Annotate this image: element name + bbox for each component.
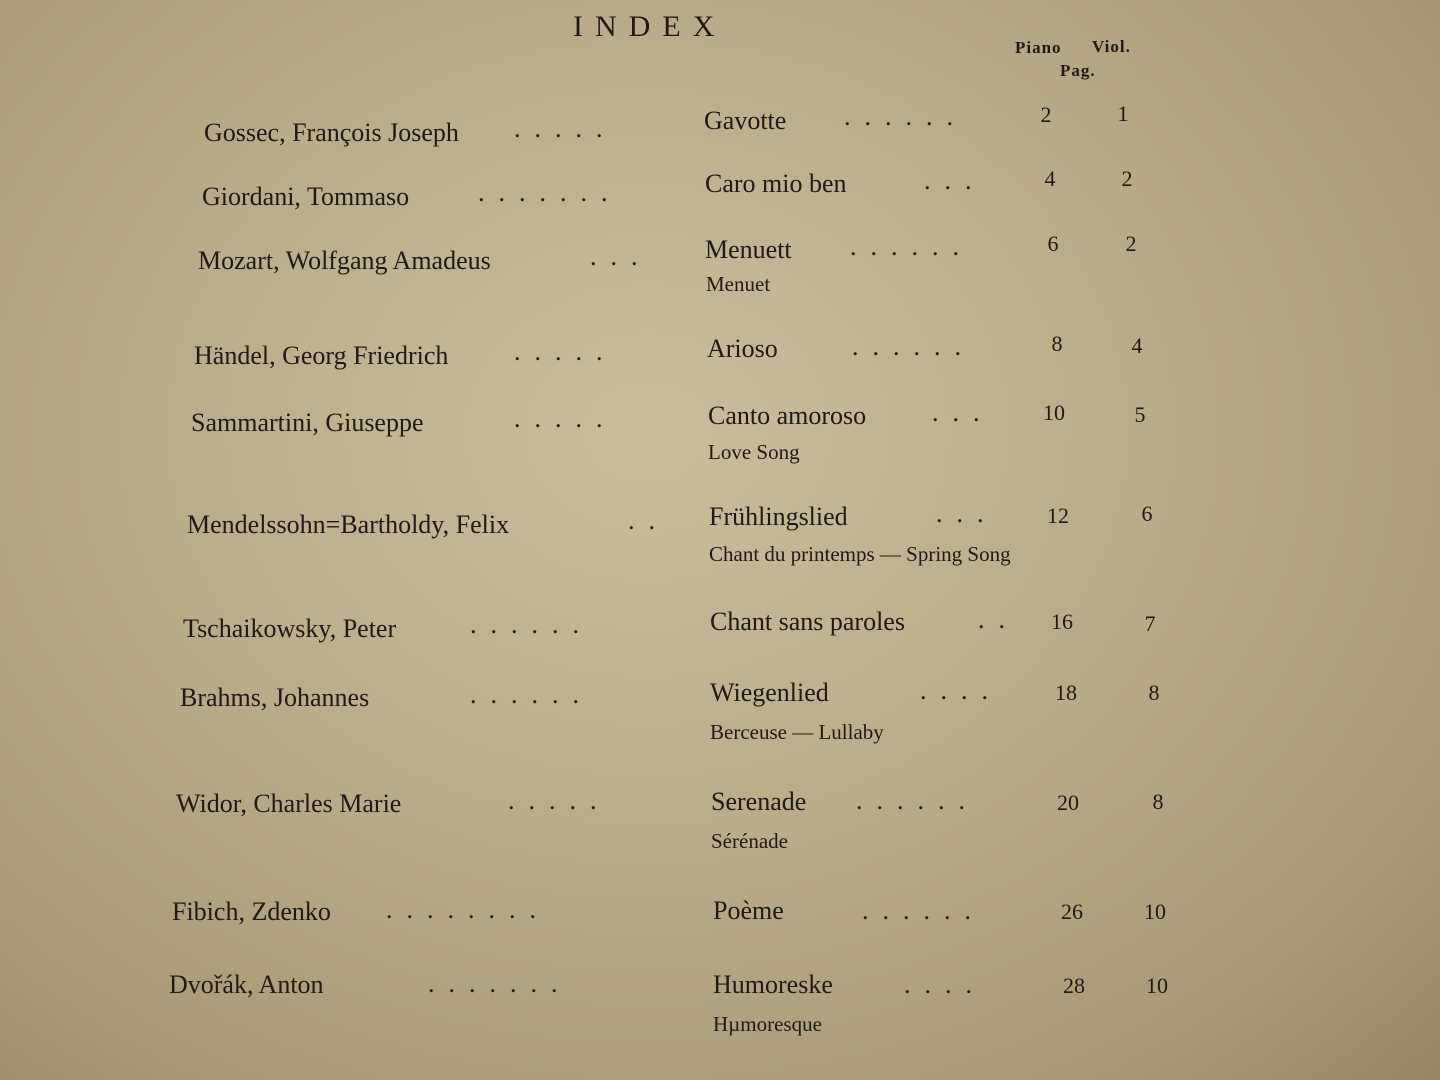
viol-page: 2: [1125, 231, 1137, 256]
leader-dots: ..: [978, 605, 1019, 634]
composer-name: Händel, Georg Friedrich: [194, 341, 449, 370]
leader-dots: .....: [514, 404, 617, 433]
work-subtitle: Love Song: [708, 440, 800, 464]
work-title: Caro mio ben: [705, 169, 847, 198]
leader-dots: ......: [470, 610, 593, 639]
work-title: Chant sans paroles: [710, 607, 905, 636]
leader-dots: ..: [628, 506, 669, 535]
work-subtitle: Menuet: [706, 272, 771, 296]
composer-name: Widor, Charles Marie: [176, 789, 402, 818]
leader-dots: .......: [478, 178, 622, 207]
leader-dots: ......: [844, 102, 967, 131]
work-title: Wiegenlied: [710, 678, 829, 707]
viol-page: 10: [1144, 899, 1166, 924]
composer-name: Gossec, François Joseph: [204, 118, 459, 147]
work-title: Canto amoroso: [708, 401, 867, 430]
work-title: Menuett: [705, 235, 792, 264]
viol-page: 2: [1121, 166, 1133, 191]
piano-page: 6: [1047, 231, 1059, 256]
viol-page: 6: [1141, 501, 1153, 526]
piano-column-header: Piano: [1015, 38, 1062, 57]
composer-name: Giordani, Tommaso: [202, 182, 410, 211]
leader-dots: ......: [852, 332, 975, 361]
piano-page: 10: [1043, 400, 1065, 425]
leader-dots: ...: [932, 398, 994, 427]
piano-page: 2: [1040, 102, 1052, 127]
composer-name: Brahms, Johannes: [180, 683, 370, 712]
viol-page: 8: [1148, 680, 1160, 705]
leader-dots: .....: [514, 114, 617, 143]
leader-dots: ....: [904, 970, 986, 999]
viol-page: 7: [1144, 611, 1156, 636]
piano-page: 8: [1051, 331, 1063, 356]
piano-page: 16: [1051, 609, 1073, 634]
leader-dots: .....: [508, 786, 611, 815]
composer-name: Mozart, Wolfgang Amadeus: [198, 246, 491, 275]
viol-page: 8: [1152, 789, 1164, 814]
piano-page: 28: [1063, 973, 1085, 998]
piano-page: 18: [1055, 680, 1077, 705]
work-subtitle: Sérénade: [711, 829, 788, 853]
composer-name: Dvořák, Anton: [169, 970, 324, 999]
viol-page: 10: [1146, 973, 1168, 998]
viol-column-header: Viol.: [1092, 37, 1131, 56]
leader-dots: ......: [856, 786, 979, 815]
work-title: Frühlingslied: [709, 502, 848, 531]
pag-column-header: Pag.: [1060, 61, 1096, 80]
piano-page: 12: [1047, 503, 1069, 528]
leader-dots: ......: [470, 680, 593, 709]
leader-dots: .......: [428, 969, 572, 998]
leader-dots: ........: [386, 895, 550, 924]
leader-dots: ......: [850, 232, 973, 261]
composer-name: Fibich, Zdenko: [172, 897, 331, 926]
work-title: Humoreske: [713, 970, 833, 999]
leader-dots: ...: [936, 499, 998, 528]
work-subtitle: Hµmoresque: [713, 1012, 822, 1036]
work-subtitle: Chant du printemps — Spring Song: [709, 542, 1011, 566]
leader-dots: ...: [590, 242, 652, 271]
composer-name: Mendelssohn=Bartholdy, Felix: [187, 510, 510, 539]
page-title: INDEX: [573, 10, 727, 43]
piano-page: 4: [1044, 166, 1056, 191]
work-subtitle: Berceuse — Lullaby: [710, 720, 884, 744]
leader-dots: .....: [514, 337, 617, 366]
work-title: Poème: [713, 896, 784, 925]
work-title: Serenade: [711, 787, 807, 816]
viol-page: 5: [1134, 402, 1146, 427]
work-title: Arioso: [707, 334, 778, 363]
viol-page: 1: [1117, 101, 1129, 126]
leader-dots: ......: [862, 896, 985, 925]
piano-page: 20: [1057, 790, 1079, 815]
leader-dots: ...: [924, 166, 986, 195]
work-title: Gavotte: [704, 106, 787, 135]
composer-name: Sammartini, Giuseppe: [191, 408, 424, 437]
leader-dots: ....: [920, 676, 1002, 705]
composer-name: Tschaikowsky, Peter: [183, 614, 397, 643]
viol-page: 4: [1131, 333, 1143, 358]
piano-page: 26: [1061, 899, 1083, 924]
